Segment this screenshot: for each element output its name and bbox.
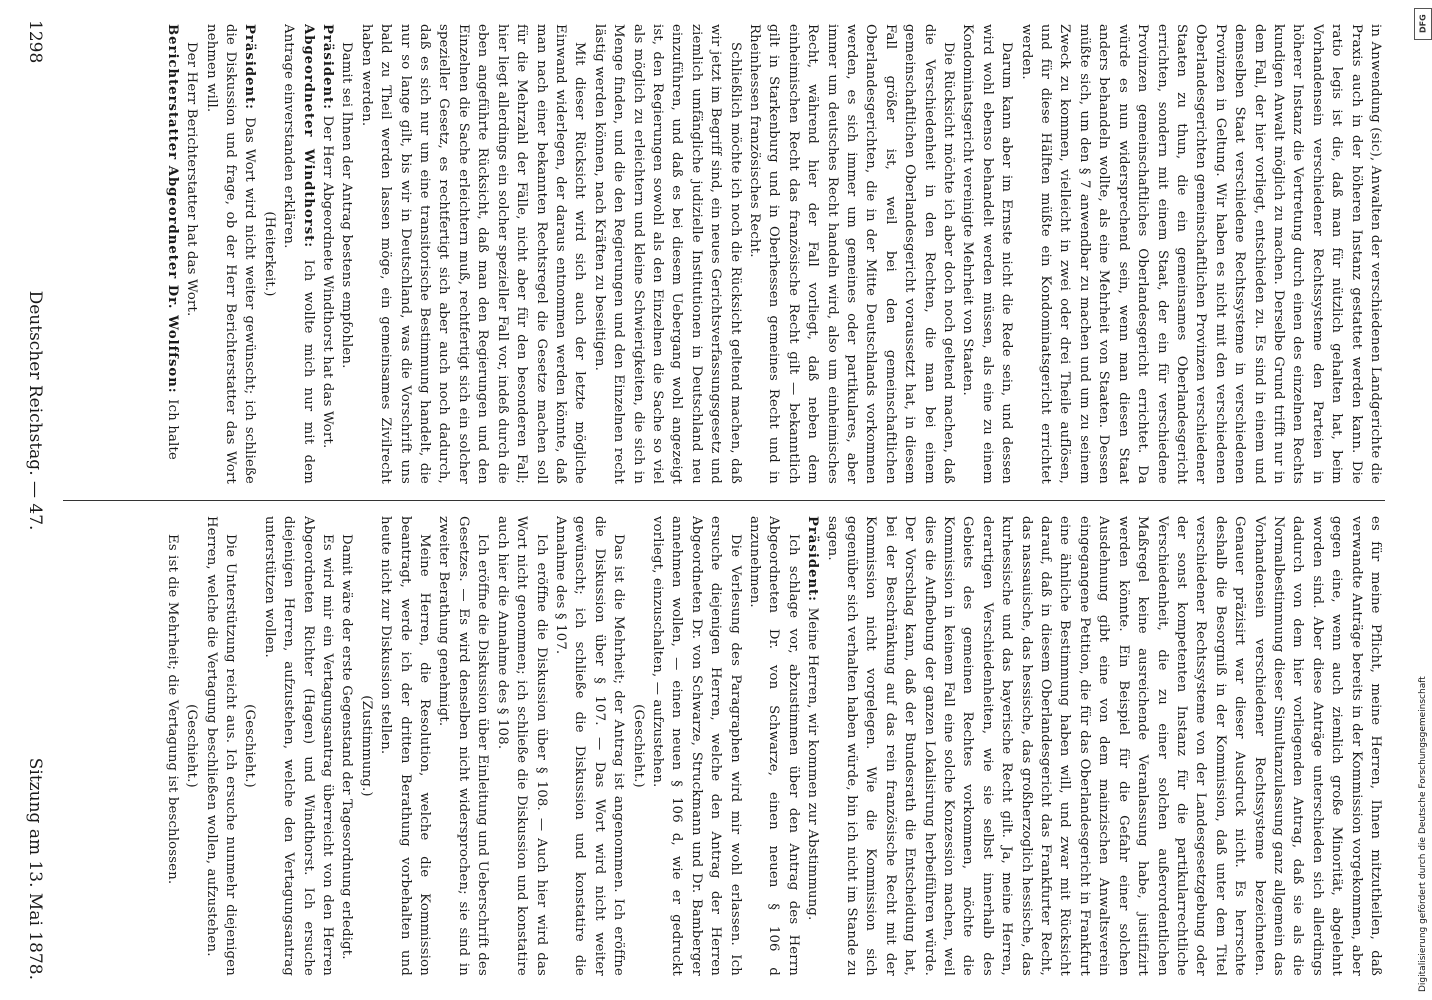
body-paragraph: Die Unterstützung reicht aus. Ich ersuche nunmehr diejenigen Herren, welche die Vertagung beschließen wollen, aufzustehen.: [203, 516, 239, 976]
speech-text: Ich halte: [164, 399, 180, 461]
body-paragraph: Ich schlage vor, abzustimmen über den Antrag des Herrn Abgeordneten Dr. von Schwarze, einen neuen § 106 d anzunehmen.: [747, 516, 801, 976]
left-column: [63, 24, 1385, 484]
stage-direction: (Zustimmung.): [358, 695, 374, 797]
speech-text: Der Herr Abgeordnete Windthorst hat das Wort.: [320, 115, 336, 449]
column-divider: [63, 500, 1385, 501]
page-number: 1298: [25, 20, 45, 64]
body-paragraph: Mit dieser Rücksicht wird sich auch der letzte mögliche Einwand widerlegen, der daraus entnommen werden könnte, daß man nach einer bekannten Rechtsregel die Gesetze machen soll für die Mehrzahl der Fälle, nicht aber für den besonderen Fall; hier liegt allerdings ein solcher spezieller Fall vor, indeß durch die eben angeführte Rücksicht, daß man den Regierungen und den Einzelnen die Sache erleichtern muß, rechtfertigt sich ein solcher spezieller Gesetz, es rechtfertigt sich aber auch noch dadurch, daß es sich nur um eine transitorische Bestimmung handelt, die nur so lange gilt, bis wir in Deutschland, was die Vorschrift uns bald zu Theil werden lassen möge, ein gemeinsames Zivilrecht haben werden.: [358, 24, 588, 484]
speech-text: Ich wollte mich nur mit dem Antrage einverstanden erklären.: [281, 24, 316, 484]
body-paragraph: es für meine Pflicht, meine Herren, Ihnen mitzutheilen, daß verwandte Anträge bereits in der Kommission vorgekommen, aber gegen eine, wenn auch ziemlich große Minorität, abgelehnt worden sind. Aber diese Anträge unterschieden sich allerdings dadurch von dem hier vorliegenden Antrag, daß sie als die Normalbestimmung dieser Simultanzulassung ganz allgemein das Vorhandensein verschiedener Rechtssysteme bezeichneten. Genauer präzisirt war dieser Ausdruck nicht. Es herrschte deshalb die Besorgniß in der Kommission, daß unter dem Titel verschiedener Rechtssysteme von der Landesgesetzgebung oder der sonst kompetenten Instanz für die partikularrechtliche Verschiedenheit, die zu einer solchen außerordentlichen Maßregel keine ausreichende Veranlassung habe, justifizirt werden könnte. Ein Beispiel für die Gefahr einer solchen Ausdehnung gibt eine von dem mainzischen Anwaltsverein eingegangene Petition, die für das Oberlandesgericht in Frankfurt eine ähnliche Bestimmung haben will, und zwar mit Rücksicht darauf, daß in diesem Oberlandesgericht das Frankfurter Recht, das nassauische, das hessische, das großherzoglich hessische, das kurhessische und das bayerische Recht gilt. Ja, meine Herren, derartigen Verschiedenheiten, wie sie selbst innerhalb des Gebiets des gemeinen Rechtes vorkommen, möchte die Kommission in keinem Fall eine solche Konzession machen, weil dies die Aufhebung der ganzen Lokalisirung herbeiführen würde. Der Vorschlag kann, daß der Bundesrath die Entscheidung hat, bei der Beschränkung auf das rein französische Recht mit der Kommission nicht vorgelegen. Wie die Kommission sich gegenüber sich verhalten haben würde, bin ich nicht im Stande zu sagen.: [824, 516, 1383, 976]
speaker-name: Präsident:: [320, 24, 336, 116]
body-paragraph: Es wird mir ein Vertagungsantrag überreicht von den Herren Abgeordneten Richter (Hagen) und Windthorst. Ich ersuche diejenigen Herren, aufzustehen, welche den Vertagungsantrag unterstützen wollen.: [261, 516, 336, 976]
body-paragraph: in Anwendung (sic), Anwalten der verschiedenen Landgerichte die Praxis auch in der höheren Instanz gestattet werden kann. Die ratio legis ist die, daß man für nützlich gehalten hat, beim Vorhandensein verschiedener Rechtssysteme den Parteien in höherer Instanz die Vertretung durch einen des einzelnen Rechts kundigen Anwalt möglich zu machen. Derselbe Grund trifft nur in dem Fall, der hier vorliegt, entschieden zu. Es sind in einem und demselben Staat verschiedene Rechtssysteme in verschiedenen Provinzen in Geltung. Wir haben es nicht mit den verschiedenen Oberlandesgerichten gemeinschaftlichen Provinzen verschiedener Staaten zu thun, die ein gemeinsames Oberlandesgericht errichten, sondern mit einem Staat, der ein für verschiedene Provinzen gemeinschaftliches Oberlandesgericht errichtet. Da würde es nun widersprechend sein, wenn man diesen Staat anders behandeln wollte, als eine Mehrheit von Staaten. Dessen müßte sich, um den § 7 anwendbar zu machen und um zu seinem Zweck zu kommen, vielleicht in zwei oder drei Theile auflösen, und für diese Hälften müßte ein Kondominatsgericht errichtet werden.: [1018, 24, 1383, 484]
stage-direction: (Geschieht.): [242, 704, 258, 788]
body-paragraph: Schließlich möchte ich noch die Rücksicht geltend machen, daß wir jetzt im Begriff sind, ein neues Gerichtsverfassungsgesetz und ziemlich umfängliche judizielle Institutionen in Deutschland neu einzuführen, und daß es bei diesem Uebergang wohl angezeigt ist, den Regierungen sowohl als den Einzelnen die Sache so viel als möglich zu erleichtern und kleine Schwierigkeiten, die sich in Menge finden, und die den Regierungen und den Einzelnen recht lästig werden können, nach Kräften zu beseitigen.: [591, 24, 743, 484]
body-paragraph: Ich eröffne die Diskussion über § 108. — Auch hier wird das Wort nicht genommen; ich schließe die Diskussion und konstatire auch hier die Annahme des § 108.: [494, 516, 549, 976]
body-paragraph: Ich eröffne die Diskussion über Einleitung und Ueberschrift des Gesetzes. — Es wird denselben nicht widersprochen; sie sind in zweiter Berathung genehmigt.: [436, 516, 491, 976]
stage-direction: (Heiterkeit.): [261, 211, 277, 297]
body-paragraph: Darum kann aber im Ernste nicht die Rede sein, und dessen wird wohl ebenso behandelt werden müssen, als eine zu einem Kondominatsgericht vereinigte Mehrheit von Staaten.: [960, 24, 1015, 484]
body-paragraph: Damit sei Ihnen der Antrag bestens empfohlen.: [339, 42, 355, 369]
header-right-title: Sitzung am 13. Mai 1878.: [25, 757, 45, 980]
stage-direction: (Geschieht.): [630, 704, 646, 788]
speaker-name: Abgeordneter Windthorst:: [300, 24, 316, 260]
speech-paragraph: [201, 24, 259, 484]
digitization-credit: Digitalisierung gefördert durch die Deutsche Forschungsgemeinschaft: [1418, 676, 1428, 992]
header-left-title: Deutscher Reichstag. — 47.: [25, 290, 45, 531]
body-paragraph: Das ist die Mehrheit; der Antrag ist angenommen. Ich eröffne die Diskussion über § 107. — Das Wort wird nicht weiter gewünscht; ich schließe die Diskussion und konstatire die Annahme des § 107.: [552, 516, 627, 976]
right-column: [63, 516, 1385, 976]
speech-paragraph: [318, 24, 337, 484]
stage-direction: (Geschieht.): [184, 704, 200, 788]
speaker-name: Präsident:: [242, 24, 258, 118]
speech-paragraph: [279, 24, 318, 484]
body-paragraph: Die Rücksicht möchte ich aber doch noch geltend machen, daß die Verschiedenheit in den Rechten, die man bei einem gemeinschaftlichen Oberlandesgericht voraussetzt hat, in diesem Fall größer ist, weil bei den gemeinschaftlichen Oberlandesgerichten, die in der Mitte Deutschlands vorkommen werden, es sich immer um gemeines oder partikulares, aber immer um deutsches Recht handeln wird, also um einheimisches Recht, während hier der Fall vorliegt, daß neben dem einheimischen Recht das französische Recht gilt — bekanntlich gilt in Starkenburg und in Oberhessen gemeines Recht und in Rheinhessen französisches Recht.: [747, 24, 957, 484]
speech-paragraph: [162, 24, 181, 484]
dfg-logo: DFG: [1414, 8, 1432, 40]
body-paragraph: Der Herr Berichterstatter hat das Wort.: [184, 42, 200, 317]
body-paragraph: Es ist die Mehrheit; die Vertagung ist beschlossen.: [164, 534, 180, 885]
body-paragraph: Damit wäre der erste Gegenstand der Tagesordnung erledigt.: [339, 534, 355, 960]
speech-text: Meine Herren, wir kommen zur Abstimmung.: [805, 607, 821, 921]
speaker-name: Präsident:: [805, 516, 821, 608]
speech-paragraph: [803, 516, 822, 976]
body-paragraph: Meine Herren, die Resolution, welche die Kommission beantragt, werde ich der dritten Berathung vorbehalten und heute nicht zur Diskussion stellen.: [378, 516, 433, 976]
speech-text: Das Wort wird nicht weiter gewünscht; ich schließe die Diskussion und frage, ob der Herr Berichterstatter das Wort nehmen will.: [203, 24, 258, 484]
speaker-name: Berichterstatter Abgeordneter Dr. Wolffson:: [164, 24, 180, 400]
body-paragraph: Die Verlesung des Paragraphen wird mir wohl erlassen. Ich ersuche diejenigen Herren, welche den Antrag der Herren Abgeordneten Dr. von Schwarze, Struckmann und Dr. Bamberger annehmen wollen, — einen neuen § 106 d, wie er gedruckt vorliegt, einzuschalten, — aufzustehen.: [649, 516, 743, 976]
page-header: [15, 20, 55, 980]
